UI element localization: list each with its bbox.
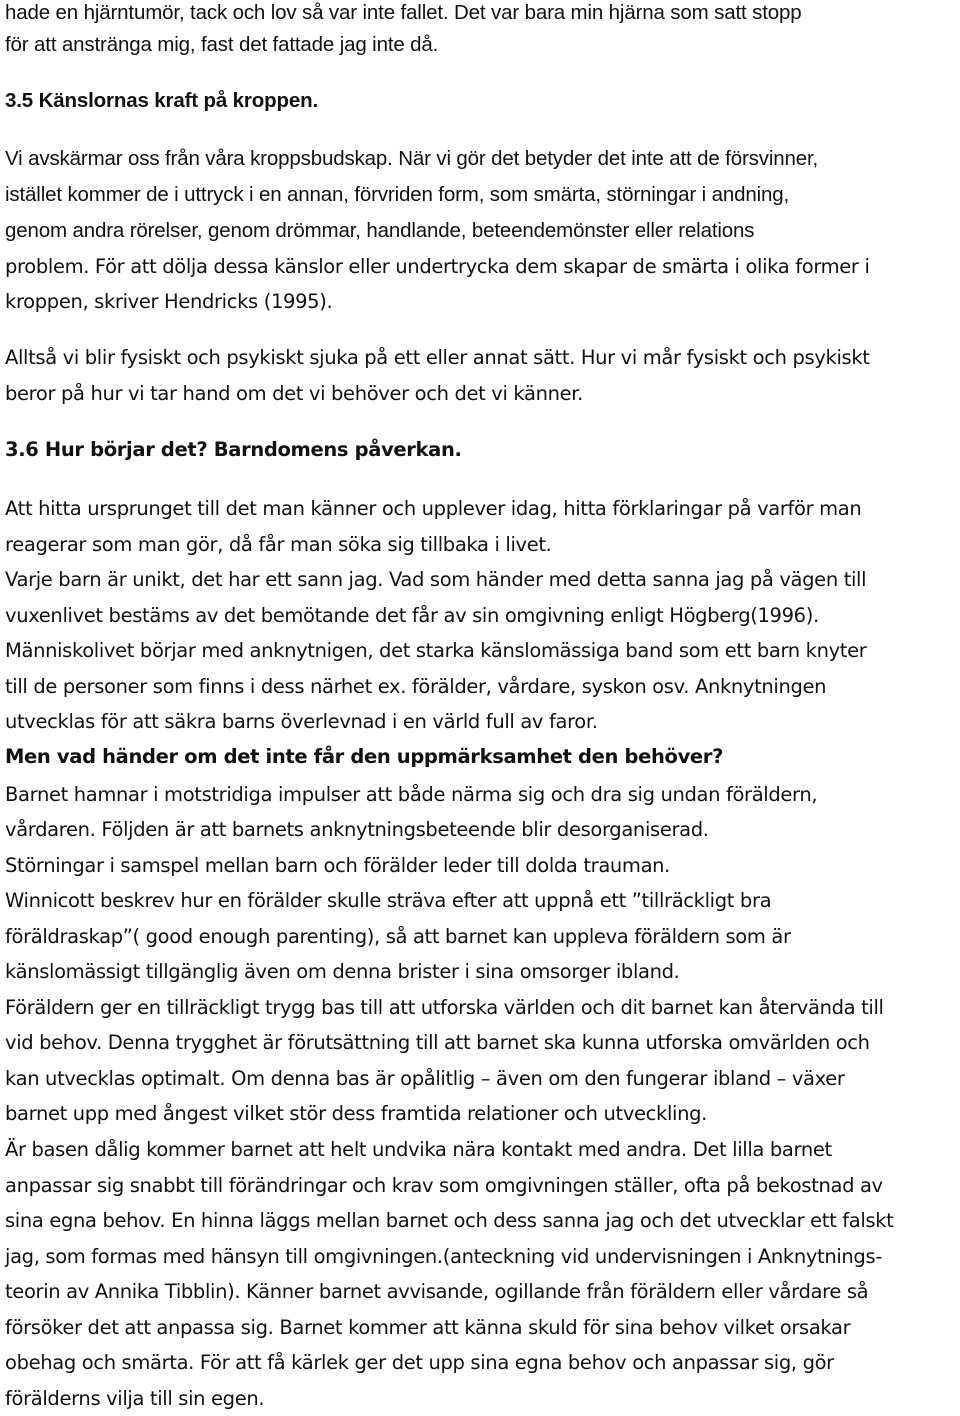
- body-text-line: känslomässigt tillgänglig även om denna brister i sina omsorger ibland.: [5, 960, 680, 983]
- section-heading-3-6: 3.6 Hur börjar det? Barndomens påverkan.: [5, 438, 462, 461]
- body-text-line: Alltså vi blir fysiskt och psykiskt sjuka på ett eller annat sätt. Hur vi mår fysiskt och psykiskt: [5, 346, 870, 369]
- body-text-line: Vi avskärmar oss från våra kroppsbudskap. När vi gör det betyder det inte att de försvinner,: [5, 147, 819, 170]
- body-text-line: istället kommer de i uttryck i en annan, förvriden form, som smärta, störningar i andning,: [5, 183, 790, 206]
- body-text-line: teorin av Annika Tibblin). Känner barnet avvisande, ogillande från föräldern eller vårdare så: [5, 1280, 869, 1303]
- body-text-line: hade en hjärntumör, tack och lov så var inte fallet. Det var bara min hjärna som satt stopp: [5, 1, 802, 24]
- bold-question-line: Men vad händer om det inte får den uppmärksamhet den behöver?: [5, 745, 724, 768]
- body-text-line: vårdaren. Följden är att barnets anknytningsbeteende blir desorganiserad.: [5, 818, 709, 841]
- body-text-line: jag, som formas med hänsyn till omgivningen.(anteckning vid undervisningen i Anknytnings-: [5, 1245, 882, 1268]
- body-text-line: Människolivet börjar med anknytnigen, det starka känslomässiga band som ett barn knyter: [5, 639, 867, 662]
- body-text-line: vuxenlivet bestäms av det bemötande det får av sin omgivning enligt Högberg(1996).: [5, 604, 819, 627]
- body-text-line: beror på hur vi tar hand om det vi behöver och det vi känner.: [5, 382, 583, 405]
- body-text-line: barnet upp med ångest vilket stör dess framtida relationer och utveckling.: [5, 1102, 707, 1125]
- body-text-line: problem. För att dölja dessa känslor eller undertrycka dem skapar de smärta i olika former i: [5, 255, 870, 278]
- body-text-line: till de personer som finns i dess närhet ex. förälder, vårdare, syskon osv. Anknytningen: [5, 675, 827, 698]
- body-text-line: för att anstränga mig, fast det fattade jag inte då.: [5, 33, 439, 56]
- body-text-line: Att hitta ursprunget till det man känner och upplever idag, hitta förklaringar på varför man: [5, 497, 862, 520]
- body-text-line: Störningar i samspel mellan barn och förälder leder till dolda trauman.: [5, 854, 671, 877]
- body-text-line: obehag och smärta. För att få kärlek ger det upp sina egna behov och anpassar sig, gör: [5, 1351, 834, 1374]
- body-text-line: kroppen, skriver Hendricks (1995).: [5, 290, 333, 313]
- body-text-line: kan utvecklas optimalt. Om denna bas är opålitlig – även om den fungerar ibland – växer: [5, 1067, 845, 1090]
- body-text-line: sina egna behov. En hinna läggs mellan barnet och dess sanna jag och det utvecklar ett falskt: [5, 1209, 894, 1232]
- body-text-line: reagerar som man gör, då får man söka sig tillbaka i livet.: [5, 533, 552, 556]
- body-text-line: försöker det att anpassa sig. Barnet kommer att känna skuld för sina behov vilket orsakar: [5, 1316, 851, 1339]
- body-text-line: föräldraskap”( good enough parenting), så att barnet kan uppleva föräldern som är: [5, 925, 791, 948]
- body-text-line: anpassar sig snabbt till förändringar och krav som omgivningen ställer, ofta på bekostnad av: [5, 1174, 883, 1197]
- body-text-line: Föräldern ger en tillräckligt trygg bas till att utforska världen och dit barnet kan återvända till: [5, 996, 884, 1019]
- body-text-line: vid behov. Denna trygghet är förutsättning till att barnet ska kunna utforska omvärlden och: [5, 1031, 870, 1054]
- body-text-line: Barnet hamnar i motstridiga impulser att både närma sig och dra sig undan föräldern,: [5, 783, 818, 806]
- body-text-line: genom andra rörelser, genom drömmar, handlande, beteendemönster eller relations: [5, 219, 755, 242]
- body-text-line: Winnicott beskrev hur en förälder skulle sträva efter att uppnå ett ”tillräckligt bra: [5, 889, 772, 912]
- body-text-line: förälderns vilja till sin egen.: [5, 1387, 265, 1410]
- body-text-line: Är basen dålig kommer barnet att helt undvika nära kontakt med andra. Det lilla barnet: [5, 1138, 832, 1161]
- body-text-line: utvecklas för att säkra barns överlevnad i en värld full av faror.: [5, 710, 598, 733]
- body-text-line: Varje barn är unikt, det har ett sann jag. Vad som händer med detta sanna jag på vägen till: [5, 568, 867, 591]
- section-heading-3-5: 3.5 Känslornas kraft på kroppen.: [5, 89, 319, 112]
